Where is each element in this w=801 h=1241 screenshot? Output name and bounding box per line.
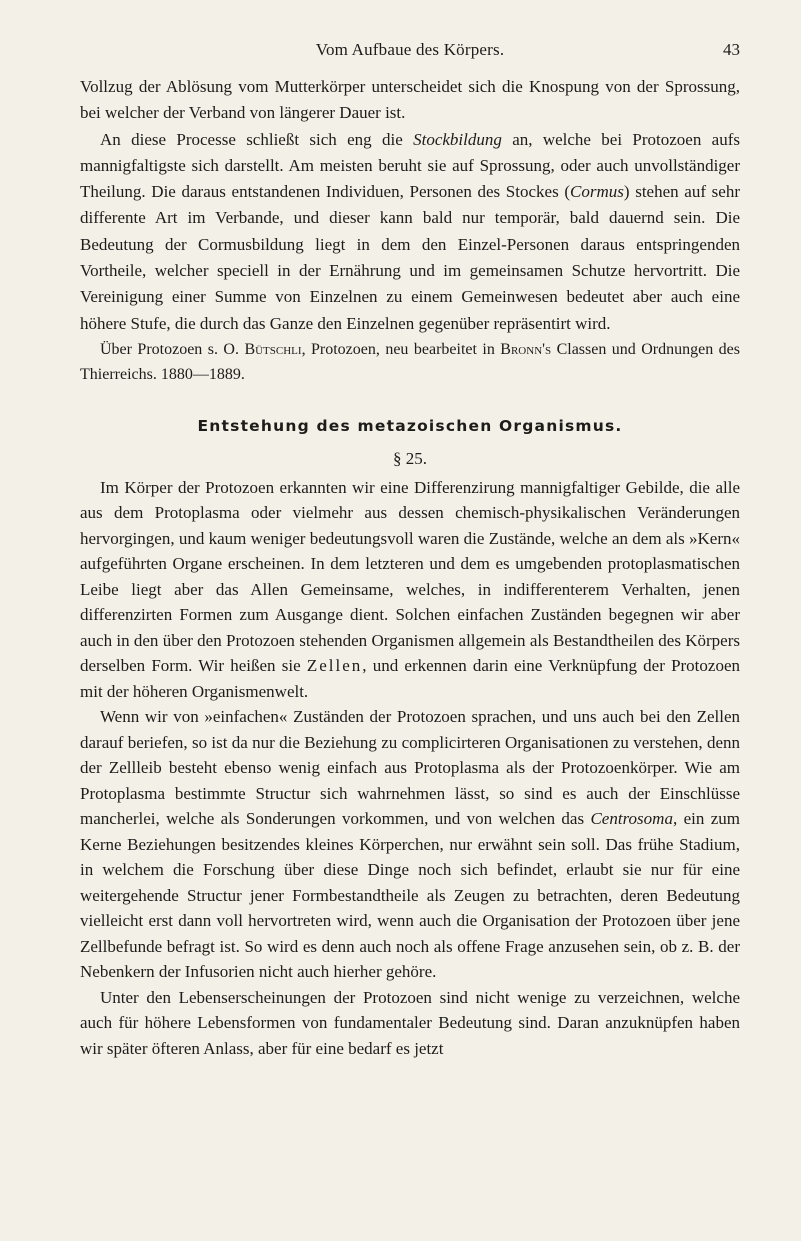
term-cormus: Cormus — [570, 182, 624, 202]
text-run: , und erkennen darin eine Verknüpfung der Protozoen mit der höheren Organismenwelt. — [80, 656, 740, 701]
book-page — [80, 40, 740, 1061]
running-title: Vom Aufbaue des Körpers. — [315, 40, 505, 59]
term-stockbildung: Stockbildung — [413, 129, 502, 149]
author-name: Bronn's — [500, 340, 552, 358]
page-number: 43 — [723, 40, 740, 59]
text-run: ) stehen auf sehr differente Art im Verbande, und dieser kann bald nur temporär, bald dauernd sein. Die Bedeutung der Cormusbildung liegt in dem den Einzel-Personen daraus entspringenden Vortheile, welcher speciell in der Ernährung und im gemeinsamen Schutze hervortritt. Die Vereinigung einer Summe von Einzelnen zu einem Gemeinwesen bedeutet aber auch eine höhere Stufe, die durch das Ganze den Einzelnen gegenüber repräsentirt wird. — [80, 182, 741, 333]
section-heading: Entstehung des metazoischen Organismus. — [197, 416, 623, 435]
author-name: Bütschli — [244, 340, 302, 358]
paragraph-lebenserscheinungen: Unter den Lebenserscheinungen der Protozoen sind nicht wenige zu verzeichnen, welche auch für höhere Lebensformen von fundamentaler Bedeutung sind. Daran anzuknüpfen haben wir später öfteren Anlass, aber für eine bedarf es jetzt — [80, 987, 740, 1058]
paragraph-centrosoma — [80, 704, 740, 985]
paragraph-mark: § 25. — [393, 448, 427, 468]
running-head — [80, 40, 740, 74]
paragraph-continuation: Vollzug der Ablösung vom Mutterkörper unterscheidet sich die Knospung von der Sprossung, bei welcher der Verband von längerer Dauer ist. — [80, 77, 740, 123]
term-centrosoma: Centrosoma — [590, 809, 673, 829]
text-run: Wenn wir von »einfachen« Zuständen der Protozoen sprachen, und uns auch bei den Zellen darauf beriefen, so ist da nur die Beziehung zu complicirteren Organisationen zu verstehen, denn der Zellleib besteht ebenso wenig einfach aus Protoplasma als der Protozoenkörper. Wie am Protoplasma bestimmte Structur sich wahrnehmen lässt, so sind es auch der Einschlüsse mancherlei, welche als Sonderungen vorkommen, und von welchen das — [80, 707, 740, 829]
term-zellen: Zellen — [306, 656, 363, 676]
text-run: Classen und Ordnungen des Thierreichs. 1880—1889. — [80, 340, 741, 383]
paragraph-stockbildung — [80, 127, 740, 337]
text-run: Im Körper der Protozoen erkannten wir eine Differenzirung mannigfaltiger Gebilde, die alle aus dem Protoplasma oder vielmehr aus dessen chemisch-physikalischen Veränderungen hervorgingen, und kaum weniger bedeutungsvoll waren die Zustände, welche an dem als »Kern« aufgeführten Organe erscheinen. In dem letzteren und dem es umgebenden protoplasmatischen Leibe liegt aber das Allen Gemeinsame, welches, in indifferenterem Verhalten, jenen differenzirten Formen zum Ausgange dient. Solchen einfachen Zuständen begegnen wir aber auch in den über den Protozoen stehenden Organismen allgemein als Bestandtheilen des Körpers derselben Form. Wir heißen sie — [80, 477, 740, 676]
text-run: An diese Processe schließt sich eng die — [100, 129, 414, 149]
text-run: Über Protozoen s. O. — [100, 340, 245, 358]
paragraph-zellen — [80, 475, 740, 705]
literature-reference — [80, 337, 740, 387]
text-run: , ein zum Kerne Beziehungen besitzendes kleines Körperchen, nur erwähnt sein soll. Das frühe Stadium, in welchem die Forschung über diese Dinge noch sich befindet, erlaubt sie nur für eine weitergehende Structur jener Formbestandtheile als Zeugen zu betrachten, deren Bedeutung vielleicht erst dann voll hervortreten wird, wenn auch die Organisation der Protozoen über jene Zellbefunde befragt ist. So wird es denn auch noch als offene Frage anzusehen sein, ob z. B. der Nebenkern der Infusorien nicht auch hierher gehöre. — [80, 809, 740, 982]
text-run: , Protozoen, neu bearbeitet in — [301, 340, 501, 358]
text-run: an, welche bei Protozoen aufs mannigfaltigste sich darstellt. Am meisten beruht sie auf Sprossung, oder auch unvollständiger Theilung. Die daraus entstandenen Individuen, Personen des Stockes ( — [80, 129, 741, 202]
